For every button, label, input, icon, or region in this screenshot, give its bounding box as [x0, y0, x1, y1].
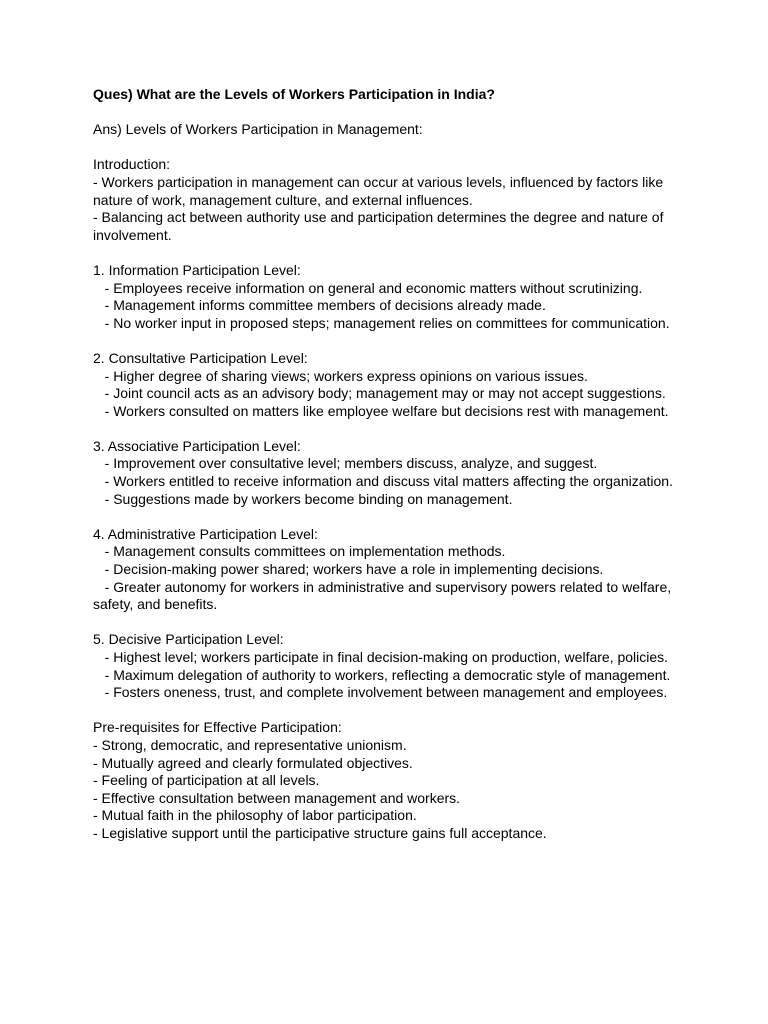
level-section-information [93, 262, 693, 332]
level-point: - Maximum delegation of authority to workers, reflecting a democratic style of management. [93, 666, 671, 683]
prerequisite-point: - Strong, democratic, and representative unionism. [93, 736, 407, 753]
prerequisites-heading: Pre-requisites for Effective Participation: [93, 719, 342, 736]
level-point: - Higher degree of sharing views; workers express opinions on various issues. [93, 367, 588, 384]
introduction-heading: Introduction: [93, 156, 171, 173]
spacer [93, 332, 693, 350]
spacer [93, 104, 693, 122]
level-section-associative [93, 438, 693, 508]
question-heading: Ques) What are the Levels of Workers Participation in India? [93, 86, 495, 102]
answer-title: Ans) Levels of Workers Participation in Management: [93, 121, 423, 138]
spacer [93, 139, 693, 157]
level-section-consultative [93, 350, 693, 420]
level-heading: 3. Associative Participation Level: [93, 437, 301, 454]
spacer [93, 614, 693, 632]
level-point: - Management consults committees on implementation methods. [93, 543, 506, 560]
level-heading: 2. Consultative Participation Level: [93, 349, 308, 366]
prerequisite-point: - Legislative support until the participative structure gains full acceptance. [93, 824, 547, 841]
level-heading: 4. Administrative Participation Level: [93, 525, 318, 542]
prerequisite-point: - Effective consultation between management and workers. [93, 789, 461, 806]
spacer [93, 420, 693, 438]
spacer [93, 508, 693, 526]
level-point: - Improvement over consultative level; members discuss, analyze, and suggest. [93, 455, 598, 472]
spacer [93, 702, 693, 720]
level-section-administrative [93, 526, 693, 614]
level-point: - Highest level; workers participate in final decision-making on production, welfare, policies. [93, 649, 669, 665]
level-heading: 5. Decisive Participation Level: [93, 631, 284, 648]
level-section-decisive [93, 631, 693, 701]
level-point: - Joint council acts as an advisory body; management may or may not accept suggestions. [93, 385, 666, 402]
level-point: - No worker input in proposed steps; management relies on committees for communication. [93, 314, 670, 331]
introduction-point: - Balancing act between authority use and participation determines the degree and nature of involvement. [93, 209, 668, 243]
level-point: - Greater autonomy for workers in administrative and supervisory powers related to welfare, safety, and benefits. [93, 578, 676, 613]
prerequisites-section [93, 719, 693, 842]
introduction-point: - Workers participation in management can occur at various levels, influenced by factors like nature of work, management culture, and external influences. [93, 173, 668, 208]
prerequisite-point: - Mutual faith in the philosophy of labor participation. [93, 807, 417, 824]
document-page [93, 86, 693, 843]
introduction-section [93, 156, 693, 244]
prerequisite-point: - Feeling of participation at all levels. [93, 772, 320, 789]
level-point: - Fosters oneness, trust, and complete involvement between management and employees. [93, 684, 668, 701]
level-point: - Employees receive information on general and economic matters without scrutinizing. [93, 279, 643, 296]
spacer [93, 244, 693, 262]
level-point: - Workers entitled to receive information and discuss vital matters affecting the organization. [93, 473, 673, 490]
level-point: - Suggestions made by workers become binding on management. [93, 490, 513, 507]
prerequisite-point: - Mutually agreed and clearly formulated objectives. [93, 754, 413, 771]
level-heading: 1. Information Participation Level: [93, 261, 301, 278]
level-point: - Decision-making power shared; workers have a role in implementing decisions. [93, 561, 604, 578]
level-point: - Management informs committee members of decisions already made. [93, 297, 546, 314]
level-point: - Workers consulted on matters like employee welfare but decisions rest with management. [93, 402, 669, 419]
